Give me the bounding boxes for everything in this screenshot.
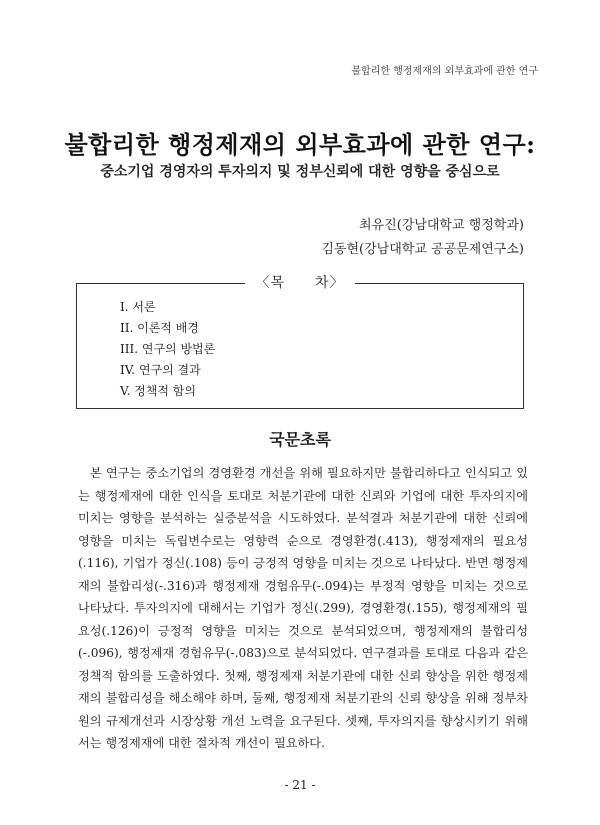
table-of-contents	[76, 275, 524, 409]
toc-item-4: IV. 연구의 결과	[120, 363, 201, 377]
abstract-body: 본 연구는 중소기업의 경영환경 개선을 위해 필요하지만 불합리하다고 인식되고 있는 행정제재에 대한 인식을 토대로 처분기관에 대한 신뢰와 기업에 대한 투자의지에 미치는 영향을 분석하는 실증분석을 시도하였다. 분석결과 처분기관에 대한 신뢰에 영향을 미치는 독립변수로는 영향력 순으로 경영환경(.413), 행정제재의 필요성(.116), 기업가 정신(.108) 등이 긍정적 영향을 미치는 것으로 나타났다. 반면 행정제재의 불합리성(-.316)과 행정제재 경험유무(-.094)는 부정적 영향을 미치는 것으로 나타났다. 투자의지에 대해서는 기업가 정신(.299), 경영환경(.155), 행정제재의 필요성(.126)이 긍정적 영향을 미치는 것으로 분석되었으며, 행정제재의 불합리성(-.096), 행정제재 경험유무(-.083)으로 분석되었다. 연구결과를 토대로 다음과 같은 정책적 함의를 도출하였다. 첫째, 행정제재 처분기관에 대한 신뢰 향상을 위한 행정제재의 불합리성을 해소해야 하며, 둘째, 행정제재 처분기관의 신뢰 향상을 위해 정부차원의 규제개선과 시장상황 개선 노력을 요구된다. 셋째, 투자의지를 향상시키기 위해서는 행정제재에 대한 절차적 개선이 필요하다.	[78, 466, 528, 750]
author-list	[321, 214, 524, 262]
toc-item-3: III. 연구의 방법론	[120, 342, 216, 356]
toc-item-5: V. 정책적 함의	[120, 384, 196, 398]
toc-item-1: I. 서론	[120, 300, 156, 314]
abstract-heading: 국문초록	[269, 430, 331, 449]
author-2: 김동현(강남대학교 공공문제연구소)	[321, 242, 524, 257]
paper-subtitle: 중소기업 경영자의 투자의지 및 정부신뢰에 대한 영향을 중심으로	[100, 164, 500, 180]
toc-list	[120, 297, 215, 402]
author-1: 최유진(강남대학교 행정학과)	[359, 218, 524, 233]
paper-title: 불합리한 행정제재의 외부효과에 관한 연구:	[64, 130, 536, 159]
toc-item-2: II. 이론적 배경	[120, 321, 199, 335]
running-header: 불합리한 행정제재의 외부효과에 관한 연구	[351, 66, 538, 77]
page-number: - 21 -	[284, 778, 316, 792]
toc-heading: 〈목 차〉	[77, 273, 523, 293]
